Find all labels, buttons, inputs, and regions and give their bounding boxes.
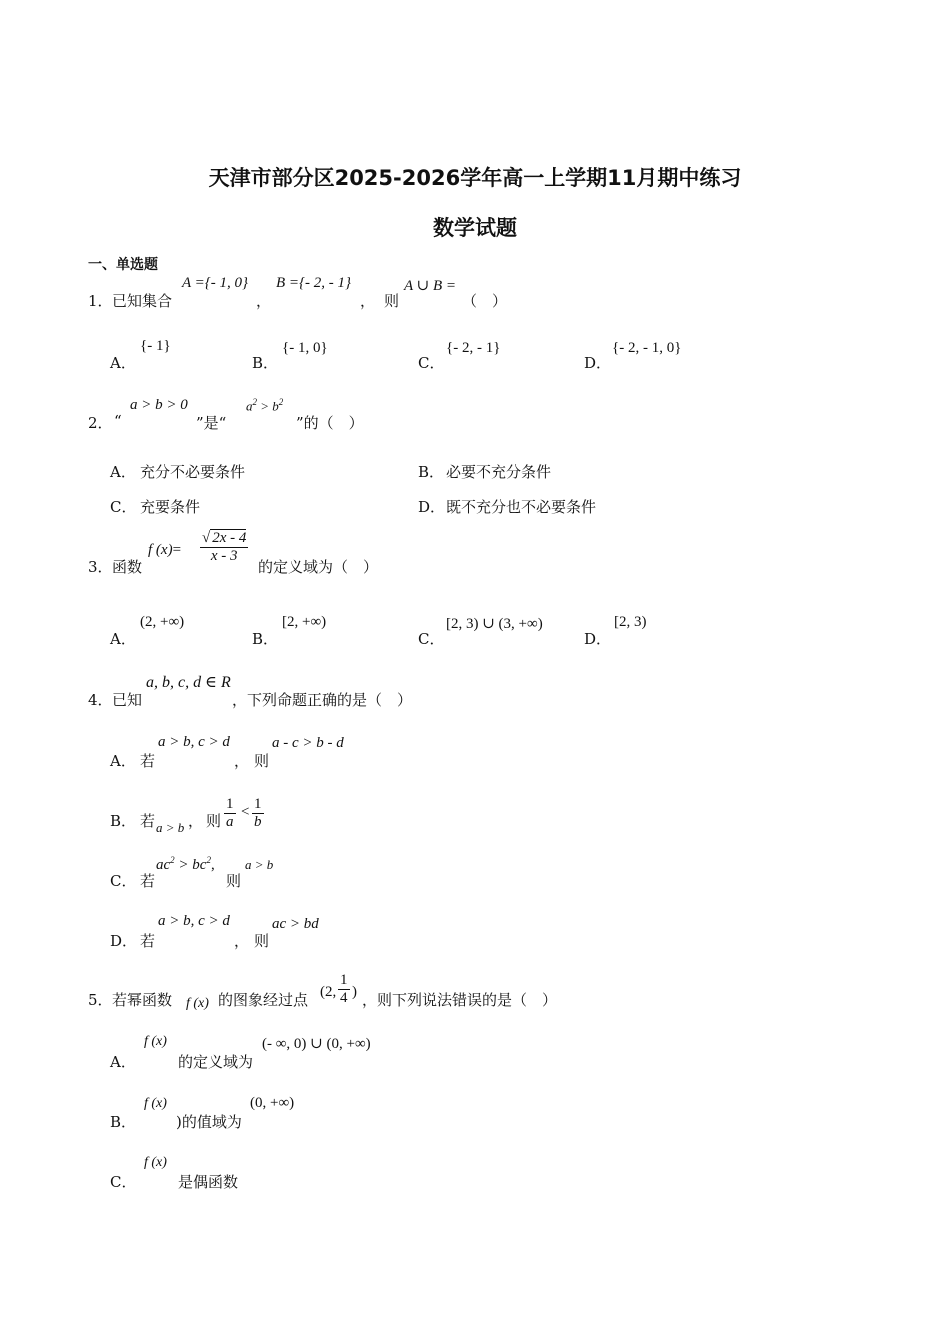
page-subtitle: 数学试题: [433, 216, 517, 240]
q4-c-cond-a: ac: [156, 857, 171, 873]
q5-option-a-math: (- ∞, 0) ∪ (0, +∞): [262, 1036, 371, 1052]
q4-tail: ，下列命题正确的是（ ）: [232, 691, 413, 709]
q1-number: 1．: [88, 292, 113, 310]
q2-cond2-mid: > b: [257, 398, 279, 414]
q3-fraction: [200, 530, 248, 565]
q5-option-a-label: A．: [110, 1053, 136, 1071]
q3-arg: (x): [155, 542, 173, 558]
q3-sqrt-icon: √: [202, 530, 211, 546]
q3-option-b-math: [2, +∞): [282, 614, 327, 630]
q1-option-d-label: D．: [584, 354, 612, 372]
q2-option-b-text: 必要不充分条件: [446, 463, 552, 481]
q4-option-d-comma: ，: [234, 932, 250, 950]
q4-option-a-label: A．: [110, 752, 136, 770]
section-heading: 一、单选题: [88, 257, 158, 273]
q2-tail: ”的（ ）: [296, 414, 364, 432]
q4-b-den-2: b: [254, 814, 262, 830]
q5-point-fraction: [338, 972, 350, 1007]
q4-c-cond-b: > bc: [174, 857, 207, 873]
q4-b-num-1: 1: [226, 796, 234, 812]
q2-is-text: ”是“: [196, 414, 227, 432]
q3-option-c-math: [2, 3) ∪ (3, +∞): [446, 616, 543, 632]
q4-option-c-if: 若: [140, 872, 156, 890]
q4-option-a-result: a - c > b - d: [272, 735, 344, 751]
q5-option-b-text: )的值域为: [176, 1113, 242, 1131]
q2-condition-1: a > b > 0: [130, 397, 188, 413]
q5-option-c-text: 是偶函数: [178, 1173, 239, 1191]
q4-c-sup-2: 2: [206, 855, 211, 865]
q5-point-right: ): [352, 984, 357, 1000]
q4-option-b-then: 则: [206, 812, 222, 830]
q4-option-b-less-than: <: [241, 804, 250, 820]
q4-option-d-then: 则: [254, 932, 270, 950]
q5-point-num: 1: [340, 972, 348, 988]
q4-variables: a, b, c, d ∈ R: [146, 674, 231, 691]
q4-c-comma: ,: [210, 857, 215, 873]
q4-option-b-fraction-1: [224, 796, 236, 831]
q1-option-b-label: B．: [252, 354, 279, 372]
q5-point-left: (2,: [320, 984, 337, 1000]
q3-eq: =: [172, 542, 182, 558]
q4-option-c-result: a > b: [245, 857, 274, 872]
q4-option-c-condition: [156, 855, 215, 874]
q3-option-b-label: B．: [252, 630, 279, 648]
q2-cond2-sup: 2: [252, 397, 257, 407]
q2-option-c-text: 充要条件: [140, 498, 201, 516]
q4-option-c-label: C．: [110, 872, 137, 890]
q4-option-b-if: 若: [140, 812, 156, 830]
q4-b-den-1: a: [226, 814, 234, 830]
q2-cond2-sup2: 2: [278, 397, 284, 407]
q1-expression: A ∪ B =: [404, 278, 456, 294]
q1-option-c-label: C．: [418, 354, 445, 372]
q4-option-a-comma: ，: [234, 752, 250, 770]
q4-option-d-result: ac > bd: [272, 916, 319, 932]
q1-comma-1: ，: [256, 292, 272, 310]
q5-option-a-function: f (x): [144, 1034, 167, 1049]
q1-option-c-math: {- 2, - 1}: [446, 340, 501, 356]
q3-number: 3．: [88, 558, 113, 576]
q3-option-a-label: A．: [110, 630, 136, 648]
q4-option-d-label: D．: [110, 932, 138, 950]
q4-option-a-if: 若: [140, 752, 156, 770]
q4-option-b-condition: a > b: [156, 820, 185, 835]
q3-stem: 函数: [112, 558, 143, 576]
q1-comma-2: ，: [360, 292, 376, 310]
q4-option-c-then: 则: [226, 872, 242, 890]
q1-stem: 已知集合: [112, 292, 173, 310]
q2-option-c-label: C．: [110, 498, 137, 516]
q3-radicand: 2x - 4: [212, 530, 247, 546]
q2-open-quote: “: [114, 412, 122, 430]
q5-option-c-label: C．: [110, 1173, 137, 1191]
q4-option-a-then: 则: [254, 752, 270, 770]
q4-option-d-condition: a > b, c > d: [158, 913, 230, 929]
q2-number: 2．: [88, 414, 113, 432]
q4-c-sup-1: 2: [170, 855, 175, 865]
q4-option-d-if: 若: [140, 932, 156, 950]
q1-option-d-math: {- 2, - 1, 0}: [612, 340, 682, 356]
q5-option-b-label: B．: [110, 1113, 137, 1131]
q1-option-b-math: {- 1, 0}: [282, 340, 328, 356]
q2-option-b-label: B．: [418, 463, 445, 481]
q3-numerator: [200, 530, 248, 548]
q2-cond2-base: a: [246, 398, 253, 414]
q2-condition-2: [246, 397, 283, 414]
q4-option-b-comma: ，: [188, 812, 204, 830]
q1-option-a-math: {- 1}: [140, 338, 171, 354]
q1-then: 则: [384, 292, 400, 310]
q4-option-a-condition: a > b, c > d: [158, 734, 230, 750]
q2-option-a-text: 充分不必要条件: [140, 463, 246, 481]
q5-stem: 若幂函数: [112, 991, 173, 1009]
q4-stem: 已知: [112, 691, 143, 709]
q1-set-b: B ={- 2, - 1}: [276, 275, 352, 291]
q5-point-den: 4: [340, 990, 348, 1006]
q3-option-c-label: C．: [418, 630, 445, 648]
q3-option-d-math: [2, 3): [614, 614, 647, 630]
q3-option-d-label: D．: [584, 630, 612, 648]
q4-option-b-fraction-2: [252, 796, 264, 831]
q2-option-d-label: D．: [418, 498, 446, 516]
q3-f: f: [148, 542, 153, 558]
q5-option-b-math: (0, +∞): [250, 1095, 295, 1111]
q4-option-b-label: B．: [110, 812, 137, 830]
q4-number: 4．: [88, 691, 113, 709]
q5-number: 5．: [88, 991, 113, 1009]
q5-tail: ，则下列说法错误的是（ ）: [362, 991, 558, 1009]
q4-b-num-2: 1: [254, 796, 262, 812]
page-title: 天津市部分区2025-2026学年高一上学期11月期中练习: [208, 166, 742, 190]
q2-option-a-label: A．: [110, 463, 136, 481]
q3-denominator: x - 3: [210, 548, 238, 564]
q3-option-a-math: (2, +∞): [140, 614, 185, 630]
q5-option-b-function: f (x): [144, 1096, 167, 1111]
q2-option-d-text: 既不充分也不必要条件: [446, 498, 597, 516]
q1-set-a: A ={- 1, 0}: [182, 275, 249, 291]
q1-paren: （ ）: [462, 292, 508, 310]
q5-middle: 的图象经过点: [218, 991, 309, 1009]
q3-function-name: [148, 542, 181, 559]
q5-option-a-text: 的定义域为: [178, 1053, 254, 1071]
q5-option-c-function: f (x): [144, 1155, 167, 1170]
q3-tail: 的定义域为（ ）: [258, 558, 379, 576]
q1-option-a-label: A．: [110, 354, 136, 372]
q5-function: f (x): [186, 996, 209, 1011]
